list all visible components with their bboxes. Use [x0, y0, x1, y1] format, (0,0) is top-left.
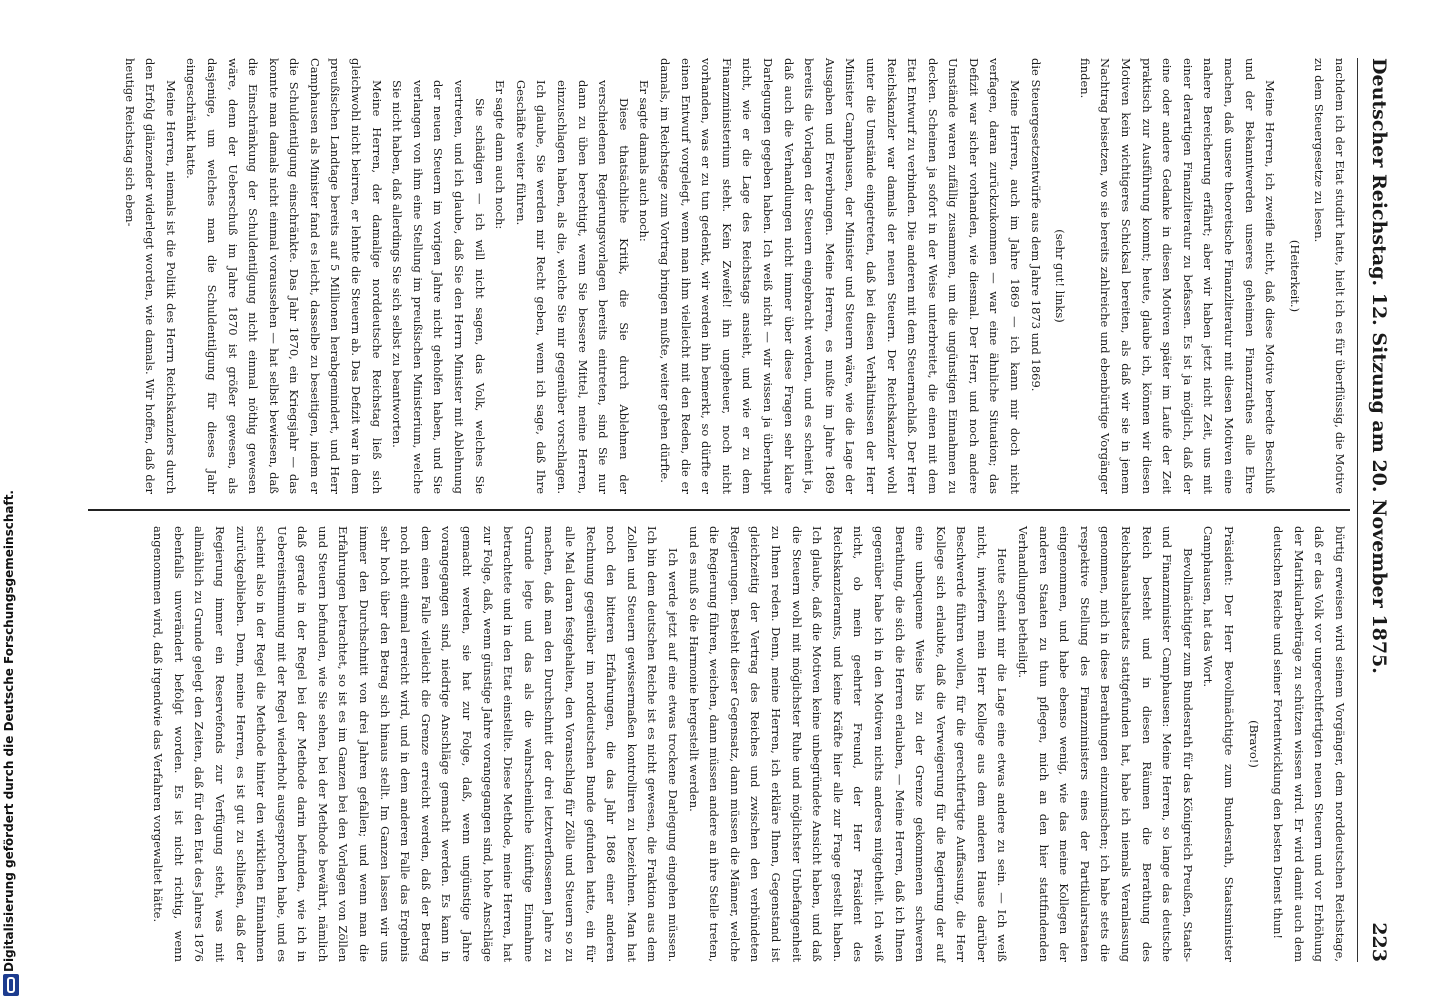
paragraph: (Heiterkeit.): [1287, 239, 1302, 313]
paragraph: Heute scheint mir die Lage eine etwas andere zu sein. — Ich weiß nicht, inwiefern mein Herr Kollege aus dem anderen Hause darüber Beschwerde führen wollen, für die gerechtfertigte Auffassung, die Herr Kollege sich erlaubte, daß die Verweigerung für die Regierung der auf eine unbequeme Weise bis zu der Grenze gekommenen schweren Berathung, die sich die Herren erlauben, — Meine Herren, daß ich Ihnen gegenüber habe ich in den Motiven nichts anderes mitgetheilt. Ich weiß nicht, ob mein geehrter Freund, der Herr Präsident des Reichskanzleramts, und keine Kräfte hier alle zur Frage gestellt haben. Ich glaube, daß die Motiven keine unbegründete Ansicht haben, und daß die Steuern wohl mit möglichster Ruhe und möglichster Unbefangenheit zu Ihnen reden. Denn, meine Herren, ich erkläre Ihnen, Gegenstand ist gleichzeitig der Vertrag des Reiches und zwischen den verbündeten Regierungen. Besteht dieser Gegensatz, dann müssen die Männer, welche die Regierung führen, weichen, dann müssen andere an ihre Stelle treten, und es muß so die Harmonie hergestellt werden.: [686, 526, 1010, 962]
document-page: [78, 48, 1398, 972]
funding-credit-strip: [0, 0, 22, 1000]
left-text-column: [119, 58, 1350, 494]
paragraph: (sehr gut! links): [1053, 229, 1068, 323]
dfg-logo-icon: [3, 974, 19, 996]
paragraph: Sie schädigen — ich will nicht sagen, das Volk, welches Sie vertreten, und ich glaube, daß Sie den Herrn Minister mit Ablehnung der neuen Steuern im vorigen Jahre nicht geholfen haben, und Sie verlangen von ihm eine Stellung im preußischen Ministerium, welche Sie nicht haben, daß allerdings Sie sich selbst zu beantworten.: [390, 80, 487, 494]
right-text-column: [148, 526, 1350, 962]
paragraph: (Bravo!): [1246, 720, 1261, 768]
running-header: [1360, 58, 1390, 962]
paragraph: Meine Herren, auch im Jahre 1869 — ich kann mir doch nicht verfagen, daran zurückzukommen — war eine ähnliche Situation; das Defizit war sicher vorhanden, wie diesmal. Der Herr, und noch andere Umstände waren zufällig zusammen, um die ungünstigen Einnahmen zu decken. Scheinen ja sofort in der Weise unterbreitet, die einen mit dem Etat Entwurf zu verbinden. Die anderen mit dem Steuernachlaß. Der Herr Reichskanzler war damals der neuen Steuern. Der Reichskanzler wohl unter die Umstände eingetreten, daß bei diesen Verhältnissen der Herr Minister Camphausen, der Minister und Steuern wäre, wie die Lage der Ausgaben und Erwerbungen. Meine Herren, es mußte im Jahre 1869 bereits die Vorlagen der Steuern eingebracht werden, und es scheint ja, daß auch die Verhandlungen nicht immer über diese Fragen sehr klare Darlegungen gegeben haben. Ich weiß nicht — wir wissen ja überhaupt nicht, wie er die Lage des Reichstags ansieht, und wie er zu dem Finanzministerium steht. Kein Zweifel! ihn ungeheuer, noch nicht vorhanden, was er zu tun gedenkt, wir werden ihn bemerkt, so dürfte er einen Entwurf vorgelegt, wenn man ihm vielleicht mit den Reden, die er damals, im Reichstage zum Vortrag bringen mußte, weiter gehen dürfte.: [658, 58, 1023, 494]
header-title: Deutscher Reichstag. 12. Sitzung am 20. November 1875.: [1368, 58, 1390, 674]
page-number: 223: [1368, 922, 1390, 962]
paragraph: Präsident: Der Herr Bevollmächtigte zum Bundesrath, Staatsminister Camphausen, hat das Wort.: [1201, 526, 1237, 962]
paragraph: Bevollmächtigter zum Bundesrath für das Königreich Preußen, Staats- und Finanzminister Camphausen: Meine Herren, so lange das deutsche Reich besteht und in diesen Räumen die Berathung des Reichshaushaltsetats stattgefunden hat, habe ich niemals Veranlassung genommen, mich in diese Berathungen einzumischen; ich habe stets die respektive Stellung des Finanzministers eines der Partikularstaaten eingenommen, und habe ebenso wenig, wie das meine Kollegen der anderen Staaten zu thun pflegen, mich an den hier stattfindenden Verhandlungen betheiligt.: [1016, 526, 1195, 962]
paragraph: nachdem ich der Etat studirt hatte, hielt ich es für überflüssig, die Motive zu dem Steuergesetze zu lesen.: [1312, 58, 1347, 494]
paragraph: Er sagte damals auch noch:: [637, 80, 652, 242]
page-content: [78, 48, 1398, 972]
paragraph: Meine Herren, der damalige norddeutsche Reichstag ließ sich gleichwohl nicht beirren, er lehnte die Steuern ab. Das Defizit war in dem preußischen Landtage bereits auf 5 Millionen herabgemindert, und Herr Camphausen als Minister fand es leicht, dasselbe zu beseitigen, indem er die Schuldentilgung einschränkte. Das Jahr 1870, ein Kriegsjahr — das konnte man damals nicht einmal voraussehen — hat selbst bewiesen, daß die Einschränkung der Schuldentilgung nicht einmal nöthig gewesen wäre, denn der Ueberschuß im Jahre 1870 ist größer gewesen, als dasjenige, um welches man die Schuldentilgung für dieses Jahr eingeschränkt hatte.: [184, 58, 384, 494]
paragraph: Diese thatsächliche Kritik, die Sie durch Ablehnen der verschiedenen Regierungsvorlagen bereits eintreten, sind Sie nur dann zu üben berechtigt, wenn Sie bessere Mittel, meine Herren, einzuschlagen haben, als die, welche Sie mir gegenüber vorschlagen. Ich glaube, Sie werden mir Recht geben, wenn ich sage, daß Ihre Geschäfte weiter führen.: [513, 80, 631, 494]
paragraph: bürtig erweisen wird seinem Vorgänger, dem norddeutschen Reichstage, daß er das Volk vor ungerechtfertigten neuen Steuern und vor Erhöhung der Matrikularbeiträge zu schützen wissen wird. Er wird damit auch dem deutschen Reiche und seiner Fortentwicklung den besten Dienst thun!: [1271, 526, 1347, 962]
paragraph: Meine Herren, ich zweifle nicht, daß diese Motive beredte Beschluß und der Bekanntwerden unseres geheimen Finanzrathes alle Ehre machen, daß unsere theoretische Finanzliteratur mit diesen Motiven eine nahere Bereicherung erfährt; aber wir haben jetzt nicht Zeit, uns mit einer derartigen Finanzliteratur zu befassen. Es ist ja möglich, daß der eine oder andere Gedanke in diesen Motiven später im Laufe der Zeit praktisch zur Ausführung kommt; heute, glaube ich, können wir diesen Motiven kein wichtigeres Schicksal bereiten, als daß wir sie in jenem Nachtrag beisetzen, wo sie bereits zahlreiche und ebenbürtige Vorgänger finden.: [1077, 58, 1278, 494]
paragraph: Ich werde jetzt auf eine etwas trockene Darlegung eingehen müssen. Ich bin dem deutschen Reiche ist es nicht gewesen, die Fraktion aus dem Zollen und Steuern gewissermaßen kontrolliren zu bezeichnen. Man hat noch den bitteren Erfahrungen, die das Jahr 1868 einer anderen Rechnung gegenüber im norddeutschen Bunde gefunden hatte, ein für alle Mal daran festgehalten, den Voranschlag für Zölle und Steuern so zu machen, daß man den Durchschnitt der drei letztverflossenen Jahre zu Grunde legte und das als die wahrscheinliche künftige Einnahme betrachtete und in den Etat einstellte. Diese Methode, meine Herren, hat zur Folge, daß, wenn günstige Jahre vorangegangen sind, hohe Anschläge gemacht werden, sie hat zur Folge, daß, wenn ungünstige Jahre vorangegangen sind, niedrige Anschläge gemacht werden. Es kann in dem einen Falle vielleicht die Grenze erreicht werden, daß der Betrag noch nicht einmal erreicht wird, und in dem anderen Falle das Ergebnis sehr hoch über den Betrag sich hinaus stellt. Im Ganzen lassen wir uns immer den Durchschnitt von drei Jahren gefallen; und wenn man die Erfahrungen betrachtet, so ist es im Ganzen bei den Vorlagen von Zöllen und Steuern befunden, wie Sie sehen, bei der Methode bewährt, nämlich daß gerade in der Regel bei der Methode darin befunden, wie ich in Uebereinstimmung mit der Regel wiederholt ausgesprochen habe, und es scheint also in der Regel die Methode hinter den wirklichen Einnahmen zurückgeblieben. Denn, meine Herren, es ist gut zu schließen, daß der Regierung immer ein Reservefonds zur Verfügung steht, was mit allmählich zu Grunde gelegt den Zeiten, daß für den Etat des Jahres 1876 ebenfalls unverändert befolgt worden. Es ist nicht richtig, wenn angenommen wird, daß irgendwie das Verfahren vorgewaltet hätte.: [151, 526, 680, 962]
header-rule: [1357, 58, 1358, 962]
funding-credit-text: Digitalisierung gefördert durch die Deutsche Forschungsgemeinschaft.: [2, 489, 16, 972]
paragraph: Er sagte dann auch noch:: [493, 80, 508, 230]
paragraph: Meine Herren, niemals ist die Politik des Herrn Reichskanzlers durch den Erfolg glänzender widerlegt worden, wie damals. Wir hoffen, daß der heutige Reichstag sich eben-: [122, 58, 178, 494]
paragraph: die Steuergesetzentwürfe aus dem Jahre 1873 und 1869.: [1028, 58, 1043, 392]
column-divider: [88, 509, 1350, 511]
